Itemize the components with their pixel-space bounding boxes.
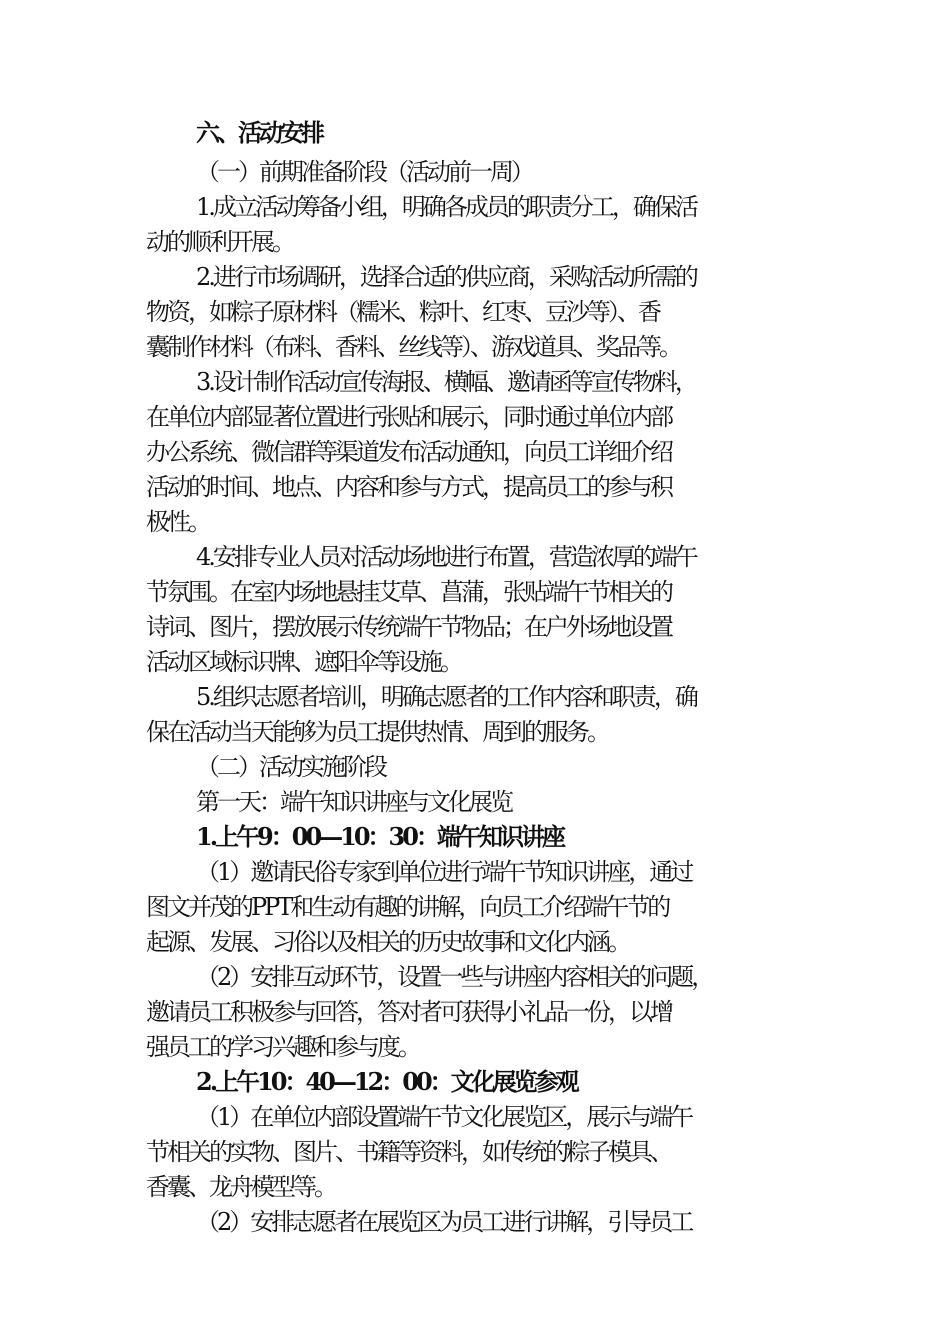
- prep-item-3-line-5: 极性。: [146, 508, 209, 536]
- exhibition-item-2-line-1: （2）安排志愿者在展览区为员工进行讲解，引导员工: [196, 1208, 692, 1236]
- prep-item-3-line-4: 活动的时间、地点、内容和参与方式，提高员工的参与积: [146, 473, 671, 501]
- prep-item-5-line-2: 保在活动当天能够为员工提供热情、周到的服务。: [146, 718, 608, 746]
- prep-item-5-line-1: 5.组织志愿者培训，明确志愿者的工作内容和职责，确: [196, 683, 696, 711]
- prep-item-1-line-1: 1.成立活动筹备小组，明确各成员的职责分工，确保活: [196, 193, 696, 221]
- exhibition-item-1-line-3: 香囊、龙舟模型等。: [146, 1173, 335, 1201]
- lecture-title: 1.上午9：00—10：30：端午知识讲座: [196, 822, 563, 851]
- prep-item-2-line-1: 2.进行市场调研，选择合适的供应商，采购活动所需的: [196, 263, 696, 291]
- lecture-item-2-line-2: 邀请员工积极参与回答，答对者可获得小礼品一份，以增: [146, 998, 671, 1026]
- exhibition-item-1-line-1: （1）在单位内部设置端午节文化展览区，展示与端午: [196, 1103, 692, 1131]
- day1-title: 第一天：端午知识讲座与文化展览: [196, 788, 511, 816]
- exhibition-title: 2.上午10：40—12：00：文化展览参观: [196, 1067, 577, 1096]
- prep-item-2-line-3: 囊制作材料（布料、香料、丝线等）、游戏道具、奖品等。: [146, 333, 680, 361]
- prep-item-3-line-2: 在单位内部显著位置进行张贴和展示，同时通过单位内部: [146, 403, 671, 431]
- prep-item-3-line-1: 3.设计制作活动宣传海报、横幅、邀请函等宣传物料，: [196, 368, 696, 396]
- lecture-item-2-line-1: （2）安排互动环节，设置一些与讲座内容相关的问题，: [196, 963, 713, 991]
- prep-heading: （一）前期准备阶段（活动前一周）: [196, 158, 532, 186]
- prep-item-4-line-4: 活动区域标识牌、遮阳伞等设施。: [146, 648, 461, 676]
- prep-item-2-line-2: 物资，如粽子原材料（糯米、粽叶、红枣、豆沙等）、香: [146, 298, 659, 326]
- lecture-item-2-line-3: 强员工的学习兴趣和参与度。: [146, 1033, 419, 1061]
- exhibition-item-1-line-2: 节相关的实物、图片、书籍等资料，如传统的粽子模具、: [146, 1138, 671, 1166]
- impl-heading: （二）活动实施阶段: [196, 753, 385, 781]
- prep-item-4-line-3: 诗词、图片，摆放展示传统端午节物品；在户外场地设置: [146, 613, 671, 641]
- lecture-item-1-line-3: 起源、发展、习俗以及相关的历史故事和文化内涵。: [146, 928, 629, 956]
- prep-item-4-line-2: 节氛围。在室内场地悬挂艾草、菖蒲，张贴端午节相关的: [146, 578, 671, 606]
- prep-item-3-line-3: 办公系统、微信群等渠道发布活动通知，向员工详细介绍: [146, 438, 671, 466]
- lecture-item-1-line-2: 图文并茂的PPT和生动有趣的讲解，向员工介绍端午节的: [146, 893, 669, 921]
- prep-item-1-line-2: 动的顺利开展。: [146, 228, 293, 256]
- section-title: 六、活动安排: [196, 118, 322, 147]
- lecture-item-1-line-1: （1）邀请民俗专家到单位进行端午节知识讲座，通过: [196, 858, 692, 886]
- prep-item-4-line-1: 4.安排专业人员对活动场地进行布置，营造浓厚的端午: [196, 543, 696, 571]
